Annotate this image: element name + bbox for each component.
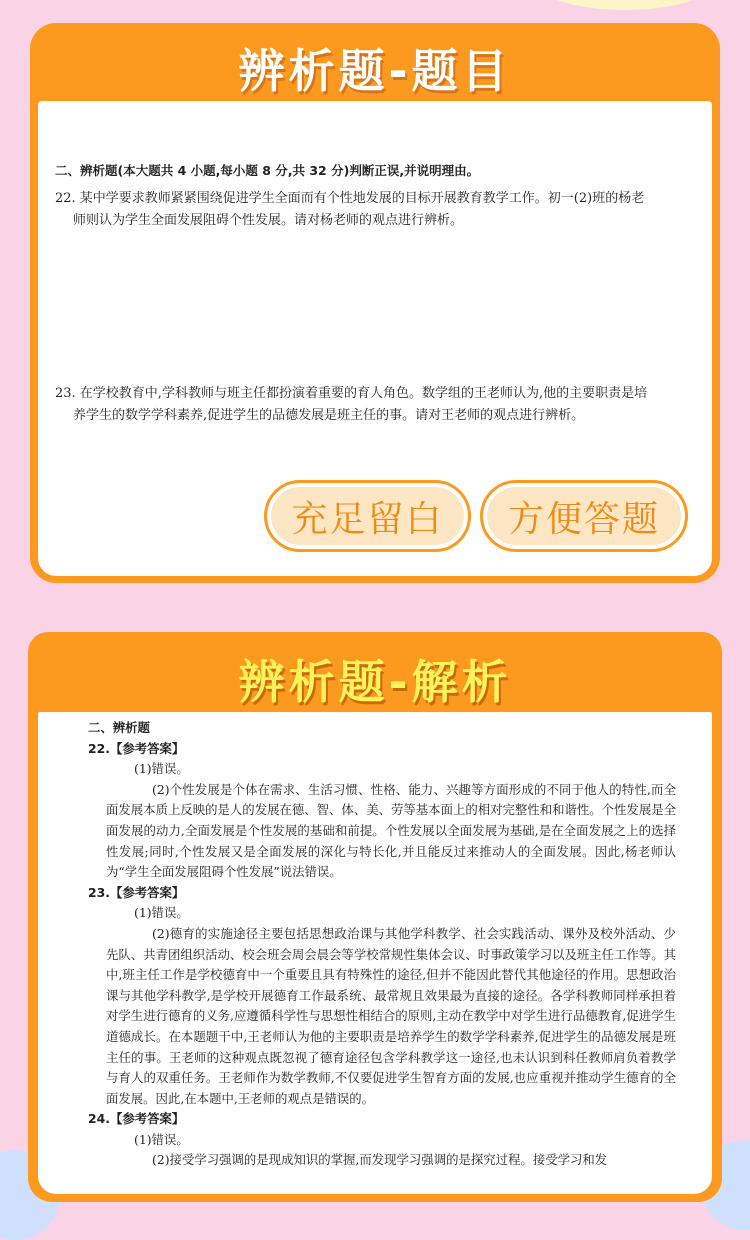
section-heading: 二、辨析题(本大题共 4 小题,每小题 8 分,共 32 分)判断正误,并说明理由。 bbox=[55, 163, 480, 178]
answer-section-heading: 二、辨析题 bbox=[88, 720, 150, 735]
answer-24-judgement: (1)错误。 bbox=[134, 1131, 189, 1147]
answer-22-judgement: (1)错误。 bbox=[134, 761, 189, 777]
decorative-bubble bbox=[540, 0, 710, 10]
answer-23-explanation: (2)德育的实施途径主要包括思想政治课与其他学科教学、社会实践活动、课外及校外活动、少先队、共青团组织活动、校会班会周会晨会等学校常规性集体会议、时事政策学习以及班主任工作等。其中,班主任工作是学校德育中一个重要且具有特殊性的途径,但并不能因此替代其他途径的作用。思想政治课与其他学科教学,是学校开展德育工作最系统、最常规且效果最为直接的途径。各学科教师同样承担着对学生进行德育的义务,应遵循科学性与思想性相结合的原则,主动在教学中对学生进行品德教育,促进学生道德成长。在本题题干中,王老师认为他的主要职责是培养学生的数学学科素养,促进学生的品德发展是班主任的事。王老师的这种观点既忽视了德育途径包含学科教学这一途径,也未认识到科任教师肩负着教学与育人的双重任务。王老师作为数学教师,不仅要促进学生智育方面的发展,也应重视并推动学生德育的全面发展。因此,在本题中,王老师的观点是错误的。 bbox=[106, 925, 676, 1106]
answer-24-label: 24.【参考答案】 bbox=[88, 1111, 185, 1127]
answer-23-label: 23.【参考答案】 bbox=[88, 884, 185, 900]
question-23: 23. 在学校教育中,学科教师与班主任都扮演着重要的育人角色。数学组的王老师认为,他的主要职责是培养学生的数学学科素养,促进学生的品德发展是班主任的事。请对王老师的观点进行辨析。 bbox=[55, 386, 648, 423]
answer-card bbox=[28, 632, 722, 1202]
pill-label-blank-space: 充足留白 bbox=[264, 480, 471, 552]
answer-content bbox=[88, 718, 676, 1171]
pill-label-answer-space: 方便答题 bbox=[480, 480, 688, 552]
answer-panel bbox=[38, 712, 712, 1194]
answer-23-judgement: (1)错误。 bbox=[134, 905, 189, 921]
question-banner-title: 辨析题-题目 bbox=[238, 44, 512, 98]
answer-22-label: 22.【参考答案】 bbox=[88, 740, 185, 756]
answer-banner-title: 辨析题-解析 bbox=[238, 655, 512, 709]
answer-22-explanation: (2)个性发展是个体在需求、生活习惯、性格、能力、兴趣等方面形成的不同于他人的特性,而全面发展本质上反映的是人的发展在德、智、体、美、劳等基本面上的相对完整性和和谐性。个性发展是全面发展的动力,全面发展是个性发展的基础和前提。个性发展以全面发展为基础,是在全面发展之上的选择性发展;同时,个性发展又是全面发展的深化与特长化,并且能反过来推动人的全面发展。因此,杨老师认为“学生全面发展阻碍个性发展”说法错误。 bbox=[106, 781, 676, 880]
answer-24-explanation: (2)接受学习强调的是现成知识的掌握,而发现学习强调的是探究过程。接受学习和发 bbox=[152, 1152, 608, 1168]
question-heading-block bbox=[55, 160, 655, 232]
question-22: 22. 某中学要求教师紧紧围绕促进学生全面而有个性地发展的目标开展教育教学工作。初一(2)班的杨老师则认为学生全面发展阻碍个性发展。请对杨老师的观点进行辨析。 bbox=[55, 191, 645, 228]
question-23-block bbox=[55, 383, 655, 427]
